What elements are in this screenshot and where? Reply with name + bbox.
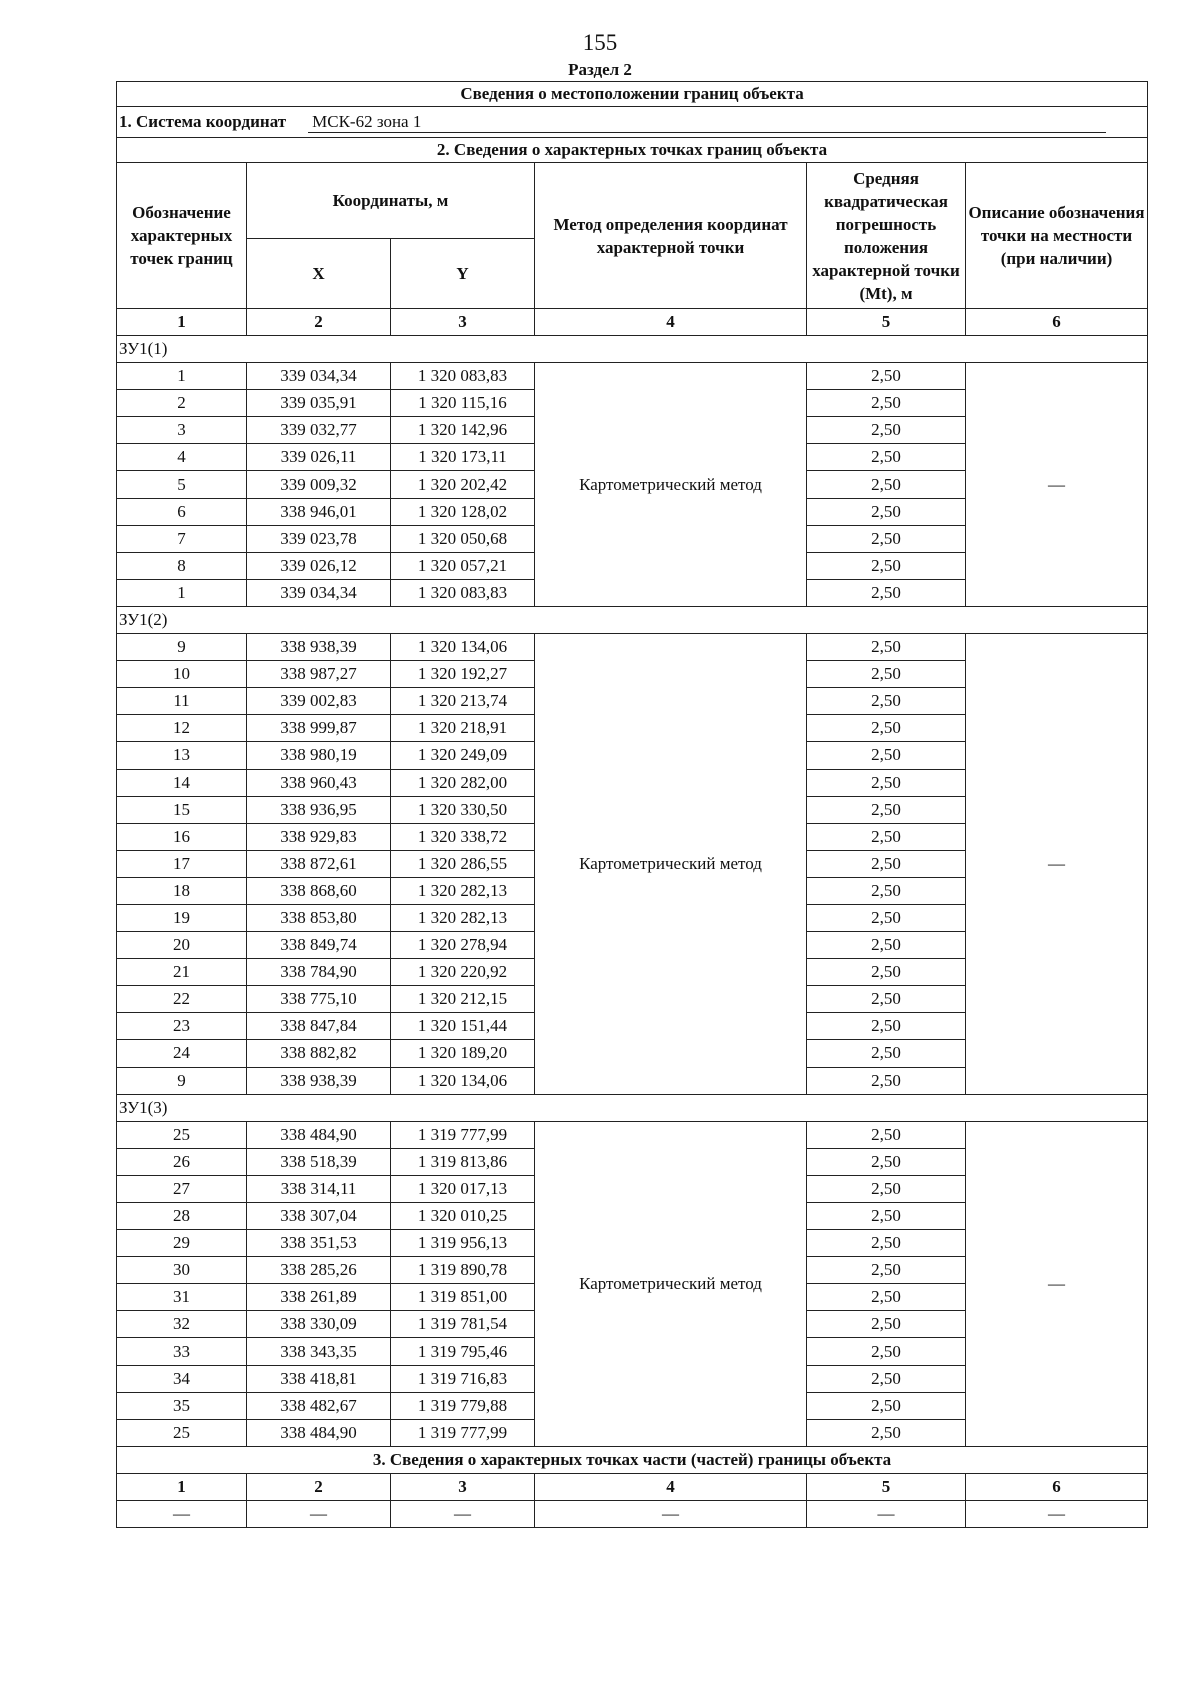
coord-x: 339 035,91 xyxy=(247,390,391,417)
mt-value: 2,50 xyxy=(807,1121,966,1148)
coord-y: 1 320 115,16 xyxy=(391,390,535,417)
coord-x: 338 872,61 xyxy=(247,850,391,877)
header-y: Y xyxy=(391,239,535,309)
col-number: 2 xyxy=(247,309,391,336)
coord-y: 1 320 338,72 xyxy=(391,823,535,850)
point-number: 19 xyxy=(117,904,247,931)
point-number: 31 xyxy=(117,1284,247,1311)
point-number: 9 xyxy=(117,1067,247,1094)
coord-x: 338 980,19 xyxy=(247,742,391,769)
group-header-row xyxy=(117,1094,1148,1121)
point-number: 7 xyxy=(117,525,247,552)
coord-x: 338 484,90 xyxy=(247,1121,391,1148)
point-number: 17 xyxy=(117,850,247,877)
coord-x: 338 784,90 xyxy=(247,959,391,986)
mt-value: 2,50 xyxy=(807,986,966,1013)
point-number: 13 xyxy=(117,742,247,769)
coord-y: 1 320 282,00 xyxy=(391,769,535,796)
coord-x: 338 307,04 xyxy=(247,1203,391,1230)
col-number: 6 xyxy=(966,309,1148,336)
coord-y: 1 319 795,46 xyxy=(391,1338,535,1365)
point-number: 14 xyxy=(117,769,247,796)
coord-y: 1 319 779,88 xyxy=(391,1392,535,1419)
table-row xyxy=(117,634,1148,661)
col-number: 5 xyxy=(807,309,966,336)
coord-x: 339 034,34 xyxy=(247,579,391,606)
point-number: 16 xyxy=(117,823,247,850)
coord-y: 1 320 212,15 xyxy=(391,986,535,1013)
coord-y: 1 320 249,09 xyxy=(391,742,535,769)
mt-value: 2,50 xyxy=(807,1392,966,1419)
method-cell: Картометрический метод xyxy=(535,363,807,607)
coord-x: 339 023,78 xyxy=(247,525,391,552)
description-cell: — xyxy=(966,634,1148,1095)
mt-value: 2,50 xyxy=(807,850,966,877)
point-number: 3 xyxy=(117,417,247,444)
section3-col-numbers xyxy=(117,1473,1148,1500)
method-cell: Картометрический метод xyxy=(535,634,807,1095)
group-name: ЗУ1(1) xyxy=(117,336,1148,363)
mt-value: 2,50 xyxy=(807,1284,966,1311)
mt-value: 2,50 xyxy=(807,715,966,742)
point-number: 20 xyxy=(117,932,247,959)
coord-x: 339 002,83 xyxy=(247,688,391,715)
section3-value: — xyxy=(117,1500,247,1527)
section-title: Раздел 2 xyxy=(568,60,632,79)
coord-y: 1 320 278,94 xyxy=(391,932,535,959)
coord-y: 1 320 017,13 xyxy=(391,1175,535,1202)
point-number: 23 xyxy=(117,1013,247,1040)
mt-value: 2,50 xyxy=(807,498,966,525)
description-cell: — xyxy=(966,363,1148,607)
mt-value: 2,50 xyxy=(807,1040,966,1067)
coord-y: 1 320 220,92 xyxy=(391,959,535,986)
point-number: 27 xyxy=(117,1175,247,1202)
coord-x: 339 026,12 xyxy=(247,552,391,579)
coord-x: 338 261,89 xyxy=(247,1284,391,1311)
section3-value: — xyxy=(966,1500,1148,1527)
section3-value: — xyxy=(247,1500,391,1527)
coord-y: 1 320 282,13 xyxy=(391,877,535,904)
mt-value: 2,50 xyxy=(807,390,966,417)
coord-y: 1 320 057,21 xyxy=(391,552,535,579)
coord-x: 338 999,87 xyxy=(247,715,391,742)
mt-value: 2,50 xyxy=(807,1338,966,1365)
section3-title-row xyxy=(117,1446,1148,1473)
coord-x: 338 938,39 xyxy=(247,1067,391,1094)
header-coordinates: Координаты, м xyxy=(247,163,535,239)
coord-x: 338 868,60 xyxy=(247,877,391,904)
coord-system-row xyxy=(117,107,1148,138)
col-number: 1 xyxy=(117,309,247,336)
mt-value: 2,50 xyxy=(807,932,966,959)
mt-value: 2,50 xyxy=(807,688,966,715)
coord-x: 338 775,10 xyxy=(247,986,391,1013)
mt-value: 2,50 xyxy=(807,1067,966,1094)
point-number: 5 xyxy=(117,471,247,498)
coord-x: 338 929,83 xyxy=(247,823,391,850)
point-number: 1 xyxy=(117,363,247,390)
point-number: 1 xyxy=(117,579,247,606)
mt-value: 2,50 xyxy=(807,525,966,552)
mt-value: 2,50 xyxy=(807,1148,966,1175)
coord-y: 1 319 781,54 xyxy=(391,1311,535,1338)
coord-y: 1 319 956,13 xyxy=(391,1230,535,1257)
point-number: 11 xyxy=(117,688,247,715)
mt-value: 2,50 xyxy=(807,417,966,444)
point-number: 30 xyxy=(117,1257,247,1284)
coord-x: 338 847,84 xyxy=(247,1013,391,1040)
point-number: 24 xyxy=(117,1040,247,1067)
coord-y: 1 320 151,44 xyxy=(391,1013,535,1040)
col-number: 6 xyxy=(966,1473,1148,1500)
coord-x: 339 034,34 xyxy=(247,363,391,390)
point-number: 25 xyxy=(117,1419,247,1446)
mt-value: 2,50 xyxy=(807,1013,966,1040)
coord-y: 1 320 142,96 xyxy=(391,417,535,444)
section3-value: — xyxy=(807,1500,966,1527)
coord-y: 1 320 050,68 xyxy=(391,525,535,552)
description-cell: — xyxy=(966,1121,1148,1446)
section3-value: — xyxy=(391,1500,535,1527)
point-number: 10 xyxy=(117,661,247,688)
coord-x: 338 330,09 xyxy=(247,1311,391,1338)
section3-value: — xyxy=(535,1500,807,1527)
coord-x: 338 314,11 xyxy=(247,1175,391,1202)
mt-value: 2,50 xyxy=(807,471,966,498)
group-name: ЗУ1(3) xyxy=(117,1094,1148,1121)
point-number: 29 xyxy=(117,1230,247,1257)
table-row xyxy=(117,363,1148,390)
section3-title: 3. Сведения о характерных точках части (частей) границы объекта xyxy=(117,1446,1148,1473)
col-number: 4 xyxy=(535,309,807,336)
section3-values-row xyxy=(117,1500,1148,1527)
col-number: 3 xyxy=(391,309,535,336)
coord-x: 338 343,35 xyxy=(247,1338,391,1365)
coord-system-value: МСК-62 зона 1 xyxy=(308,112,1106,133)
coord-y: 1 319 813,86 xyxy=(391,1148,535,1175)
coord-x: 339 009,32 xyxy=(247,471,391,498)
point-number: 2 xyxy=(117,390,247,417)
group-name: ЗУ1(2) xyxy=(117,606,1148,633)
coord-y: 1 320 192,27 xyxy=(391,661,535,688)
coord-y: 1 320 213,74 xyxy=(391,688,535,715)
point-number: 25 xyxy=(117,1121,247,1148)
coord-y: 1 319 716,83 xyxy=(391,1365,535,1392)
coord-x: 338 418,81 xyxy=(247,1365,391,1392)
mt-value: 2,50 xyxy=(807,877,966,904)
coord-y: 1 320 330,50 xyxy=(391,796,535,823)
coord-x: 338 882,82 xyxy=(247,1040,391,1067)
page-number: 155 xyxy=(582,30,618,55)
point-number: 34 xyxy=(117,1365,247,1392)
coord-x: 338 938,39 xyxy=(247,634,391,661)
table-row xyxy=(117,1121,1148,1148)
point-number: 32 xyxy=(117,1311,247,1338)
coord-y: 1 320 134,06 xyxy=(391,1067,535,1094)
coord-y: 1 319 890,78 xyxy=(391,1257,535,1284)
mt-value: 2,50 xyxy=(807,552,966,579)
group-header-row xyxy=(117,606,1148,633)
mt-value: 2,50 xyxy=(807,661,966,688)
coord-y: 1 320 282,13 xyxy=(391,904,535,931)
point-number: 18 xyxy=(117,877,247,904)
coord-y: 1 320 286,55 xyxy=(391,850,535,877)
col-number: 3 xyxy=(391,1473,535,1500)
header-description: Описание обозначения точки на местности (при наличии) xyxy=(966,163,1148,309)
col-number: 2 xyxy=(247,1473,391,1500)
mt-value: 2,50 xyxy=(807,444,966,471)
coord-y: 1 319 777,99 xyxy=(391,1419,535,1446)
mt-value: 2,50 xyxy=(807,1365,966,1392)
header-error: Средняя квадратическая погрешность положения характерной точки (Mt), м xyxy=(807,163,966,309)
coord-x: 338 960,43 xyxy=(247,769,391,796)
coord-x: 339 032,77 xyxy=(247,417,391,444)
coord-y: 1 320 128,02 xyxy=(391,498,535,525)
coord-system-label: 1. Система координат xyxy=(119,111,287,131)
header-point-designation: Обозначение характерных точек границ xyxy=(117,163,247,309)
method-cell: Картометрический метод xyxy=(535,1121,807,1446)
coord-y: 1 319 777,99 xyxy=(391,1121,535,1148)
coord-y: 1 319 851,00 xyxy=(391,1284,535,1311)
mt-value: 2,50 xyxy=(807,1419,966,1446)
mt-value: 2,50 xyxy=(807,769,966,796)
point-number: 15 xyxy=(117,796,247,823)
coord-y: 1 320 218,91 xyxy=(391,715,535,742)
document-title: Сведения о местоположении границ объекта xyxy=(117,82,1148,107)
mt-value: 2,50 xyxy=(807,823,966,850)
header-method: Метод определения координат характерной точки xyxy=(535,163,807,309)
coord-x: 338 849,74 xyxy=(247,932,391,959)
mt-value: 2,50 xyxy=(807,1311,966,1338)
coord-x: 338 946,01 xyxy=(247,498,391,525)
section2-title: 2. Сведения о характерных точках границ объекта xyxy=(117,138,1148,163)
point-number: 6 xyxy=(117,498,247,525)
mt-value: 2,50 xyxy=(807,904,966,931)
coord-x: 338 987,27 xyxy=(247,661,391,688)
point-number: 9 xyxy=(117,634,247,661)
point-number: 8 xyxy=(117,552,247,579)
col-number: 1 xyxy=(117,1473,247,1500)
col-number: 4 xyxy=(535,1473,807,1500)
coord-x: 338 853,80 xyxy=(247,904,391,931)
coord-x: 338 285,26 xyxy=(247,1257,391,1284)
boundary-table xyxy=(116,81,1148,1528)
mt-value: 2,50 xyxy=(807,1175,966,1202)
mt-value: 2,50 xyxy=(807,634,966,661)
mt-value: 2,50 xyxy=(807,1230,966,1257)
coord-y: 1 320 173,11 xyxy=(391,444,535,471)
mt-value: 2,50 xyxy=(807,959,966,986)
coord-x: 338 351,53 xyxy=(247,1230,391,1257)
coord-x: 338 482,67 xyxy=(247,1392,391,1419)
mt-value: 2,50 xyxy=(807,1257,966,1284)
coord-y: 1 320 083,83 xyxy=(391,579,535,606)
point-number: 22 xyxy=(117,986,247,1013)
header-x: X xyxy=(247,239,391,309)
mt-value: 2,50 xyxy=(807,579,966,606)
mt-value: 2,50 xyxy=(807,363,966,390)
point-number: 12 xyxy=(117,715,247,742)
coord-y: 1 320 202,42 xyxy=(391,471,535,498)
coord-y: 1 320 189,20 xyxy=(391,1040,535,1067)
mt-value: 2,50 xyxy=(807,796,966,823)
mt-value: 2,50 xyxy=(807,742,966,769)
coord-x: 338 936,95 xyxy=(247,796,391,823)
point-number: 28 xyxy=(117,1203,247,1230)
point-number: 33 xyxy=(117,1338,247,1365)
mt-value: 2,50 xyxy=(807,1203,966,1230)
point-number: 26 xyxy=(117,1148,247,1175)
coord-x: 338 518,39 xyxy=(247,1148,391,1175)
coord-y: 1 320 134,06 xyxy=(391,634,535,661)
point-number: 21 xyxy=(117,959,247,986)
coord-x: 338 484,90 xyxy=(247,1419,391,1446)
point-number: 4 xyxy=(117,444,247,471)
point-number: 35 xyxy=(117,1392,247,1419)
group-header-row xyxy=(117,336,1148,363)
col-number: 5 xyxy=(807,1473,966,1500)
coord-y: 1 320 083,83 xyxy=(391,363,535,390)
coord-x: 339 026,11 xyxy=(247,444,391,471)
coord-y: 1 320 010,25 xyxy=(391,1203,535,1230)
